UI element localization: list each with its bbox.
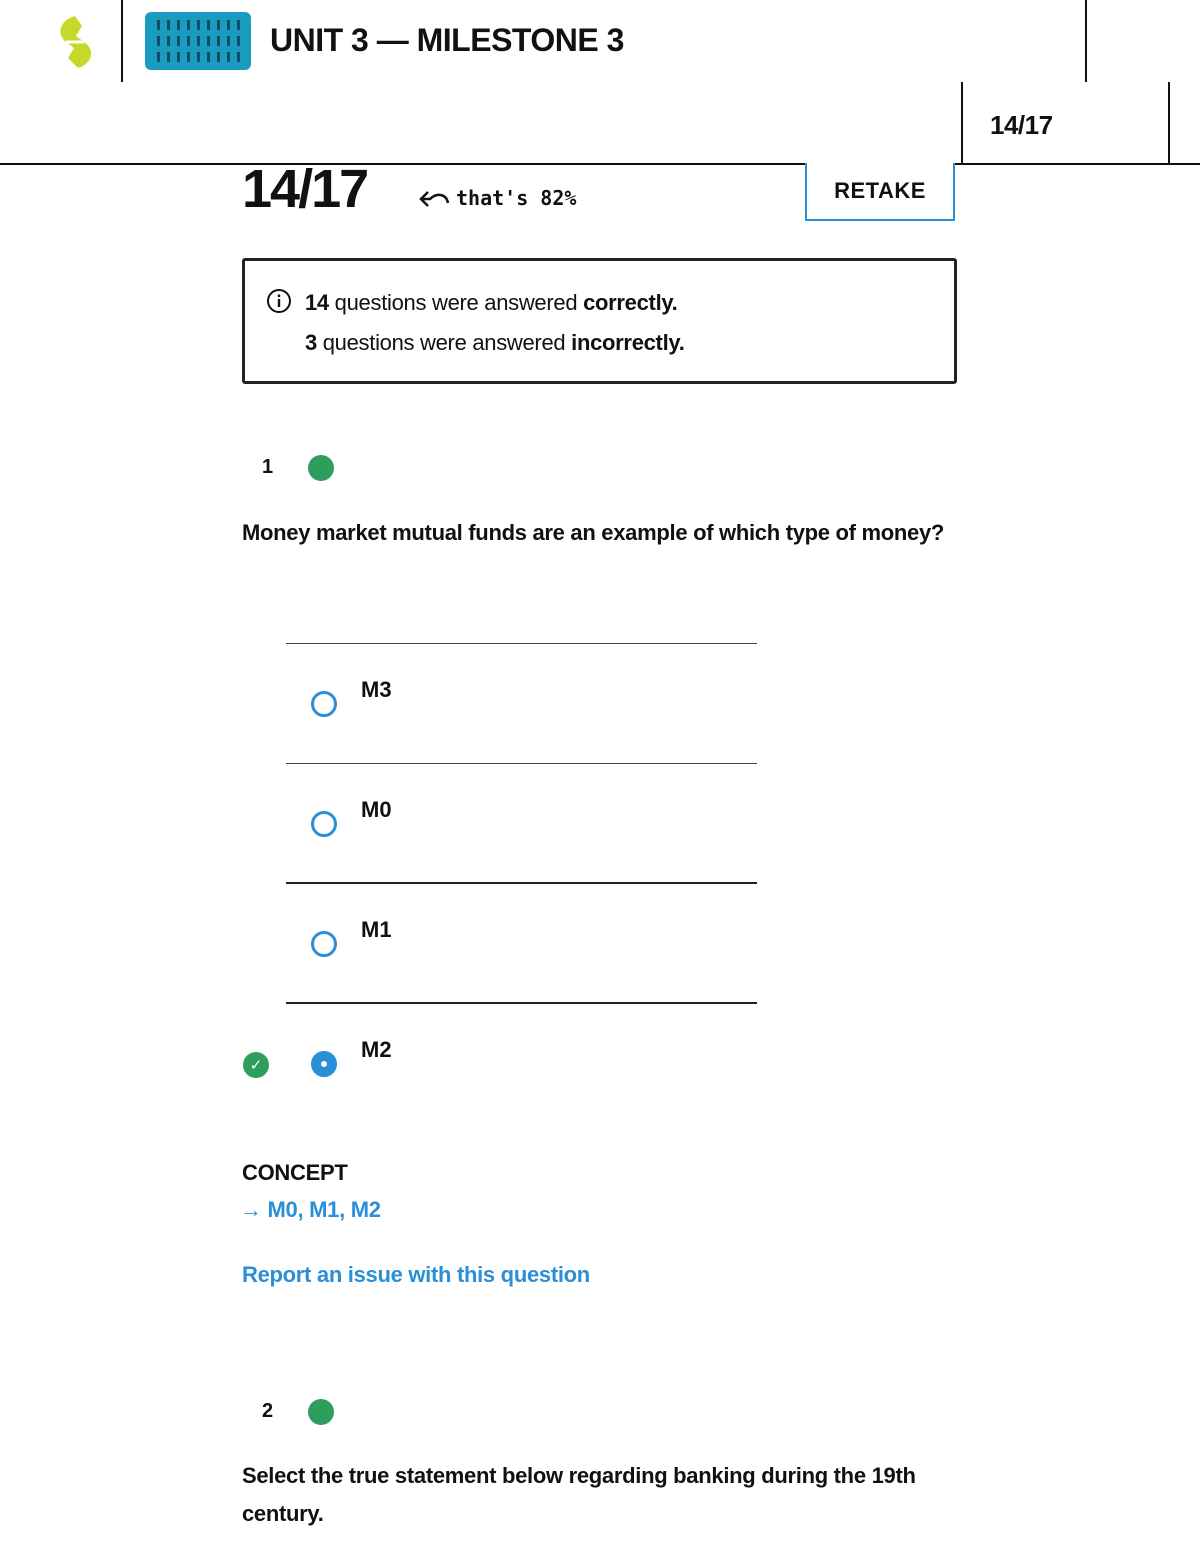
sophia-logo-icon[interactable] (52, 14, 98, 70)
correct-count: 14 (305, 290, 329, 315)
option-label[interactable]: M1 (361, 917, 392, 942)
info-icon (266, 288, 292, 314)
incorrect-pre-text: questions were answered (316, 330, 572, 355)
arrow-right-icon: → (240, 1197, 262, 1222)
question-number: 1 (262, 456, 274, 478)
option-divider (286, 1002, 757, 1004)
report-issue-link[interactable]: Report an issue with this question (242, 1262, 590, 1287)
score-tab-divider-right (1168, 82, 1170, 164)
result-summary-box (242, 258, 957, 384)
unit-thumbnail (145, 12, 251, 70)
question-text: Money market mutual funds are an example of which type of money? (242, 520, 945, 545)
summary-incorrect-line (305, 330, 685, 356)
question-text: Select the true statement below regarding banking during the 19th century. (242, 1463, 916, 1526)
curved-arrow-left-icon (418, 187, 450, 209)
score-value: 14/17 (242, 159, 368, 219)
incorrect-count: 3 (305, 330, 317, 355)
retake-button[interactable]: RETAKE (805, 163, 955, 221)
question-status-correct-dot (308, 455, 334, 481)
option-radio-m1[interactable] (311, 931, 337, 957)
option-label[interactable]: M2 (361, 1037, 392, 1062)
unit-title: UNIT 3 — MILESTONE 3 (270, 22, 624, 58)
concept-heading: CONCEPT (242, 1160, 348, 1185)
correct-answer-check-icon: ✓ (243, 1052, 269, 1078)
incorrect-word: incorrectly. (571, 330, 685, 355)
score-tab-divider-left (961, 82, 963, 164)
summary-correct-line (305, 290, 678, 316)
concept-link-text[interactable]: M0, M1, M2 (267, 1197, 381, 1222)
question-number: 2 (262, 1400, 274, 1422)
question-status-correct-dot (308, 1399, 334, 1425)
concept-link[interactable] (240, 1197, 381, 1223)
header-divider-right (1085, 0, 1087, 82)
unit-pattern-icon (145, 12, 251, 70)
option-radio-m0[interactable] (311, 811, 337, 837)
option-label[interactable]: M3 (361, 677, 392, 702)
option-radio-m2-selected[interactable] (311, 1051, 337, 1077)
score-percent-note (418, 186, 576, 210)
correct-pre-text: questions were answered (328, 290, 584, 315)
option-divider (286, 882, 757, 884)
score-tab[interactable]: 14/17 (990, 110, 1053, 140)
option-label[interactable]: M0 (361, 797, 392, 822)
header-bottom-rule (0, 163, 1200, 165)
option-radio-m3[interactable] (311, 691, 337, 717)
header-divider (121, 0, 123, 82)
score-percent-text: that's 82% (456, 186, 577, 210)
option-divider (286, 643, 757, 644)
option-divider (286, 763, 757, 764)
correct-word: correctly. (583, 290, 678, 315)
